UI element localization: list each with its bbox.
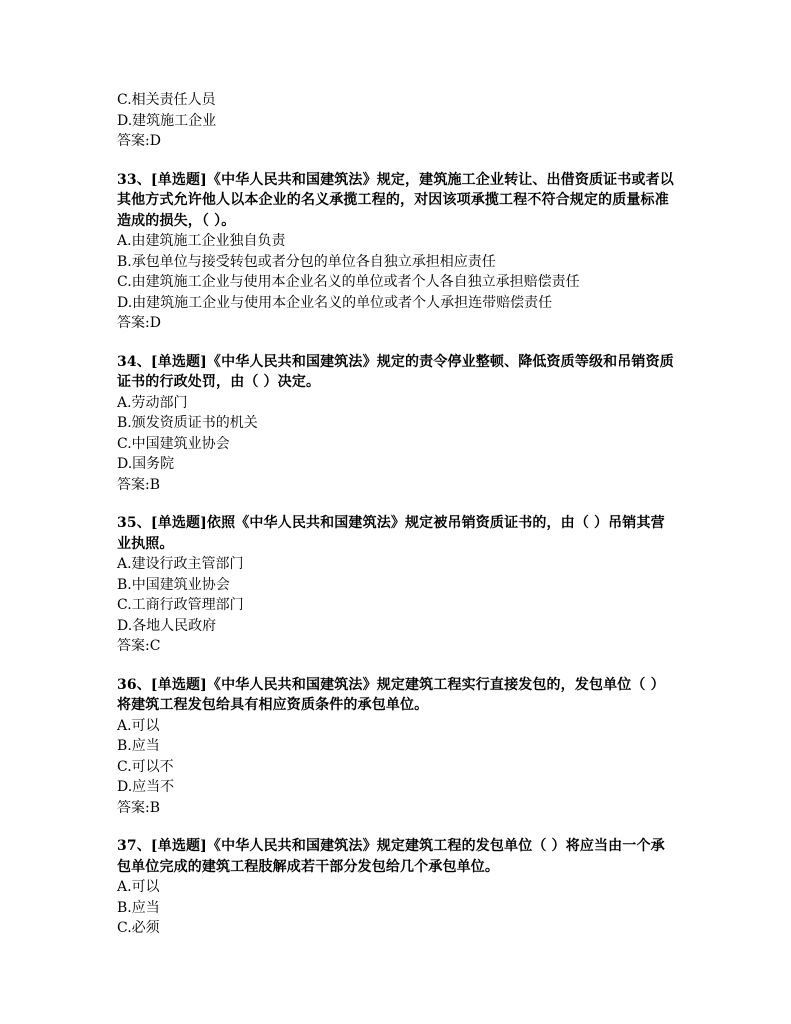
option-c: C.工商行政管理部门 <box>117 597 244 613</box>
option-a: A.可以 <box>117 717 160 734</box>
answer: 答案:D <box>117 133 161 149</box>
option-a: A.可以 <box>117 879 160 895</box>
option-d: D.国务院 <box>117 456 175 472</box>
option-c: C.必须 <box>117 920 160 936</box>
previous-question-tail <box>117 90 677 152</box>
option-b: B.承包单位与接受转包或者分包的单位各自独立承担相应责任 <box>117 253 496 270</box>
question-stem: 35、[单选题]依照《中华人民共和国建筑法》规定被吊销资质证书的，由（ ）吊销其营业执照。 <box>117 515 665 552</box>
question-37 <box>117 836 677 939</box>
question-33 <box>117 170 677 334</box>
question-stem: 34、[单选题]《中华人民共和国建筑法》规定的责令停业整顿、降低资质等级和吊销资质证书的行政处罚，由（ ）决定。 <box>117 353 674 390</box>
option-d: D.由建筑施工企业与使用本企业名义的单位或者个人承担连带赔偿责任 <box>117 294 553 311</box>
option-c: C.中国建筑业协会 <box>117 435 230 452</box>
answer: 答案:B <box>117 799 161 816</box>
option-a: A.由建筑施工企业独自负责 <box>117 233 286 249</box>
question-stem: 37、[单选题]《中华人民共和国建筑法》规定建筑工程的发包单位（ ）将应当由一个承包单位完成的建筑工程肢解成若干部分发包给几个承包单位。 <box>117 838 665 875</box>
option-d: D.建筑施工企业 <box>117 112 217 129</box>
option-b: B.应当 <box>117 738 160 754</box>
option-c: C.相关责任人员 <box>117 92 216 108</box>
answer: 答案:D <box>117 315 161 331</box>
option-c: C.由建筑施工企业与使用本企业名义的单位或者个人各自独立承担赔偿责任 <box>117 274 580 290</box>
option-c: C.可以不 <box>117 758 174 775</box>
question-stem: 36、[单选题]《中华人民共和国建筑法》规定建筑工程实行直接发包的，发包单位（ ）将建筑工程发包给具有相应资质条件的承包单位。 <box>117 676 665 713</box>
question-35 <box>117 513 677 657</box>
question-34 <box>117 352 677 496</box>
answer: 答案:B <box>117 476 161 493</box>
option-b: B.中国建筑业协会 <box>117 576 230 593</box>
answer: 答案:C <box>117 638 161 654</box>
question-36 <box>117 675 677 819</box>
option-a: A.劳动部门 <box>117 394 188 411</box>
question-stem: 33、[单选题]《中华人民共和国建筑法》规定，建筑施工企业转让、出借资质证书或者以其他方式允许他人以本企业的名义承揽工程的，对因该项承揽工程不符合规定的质量标准造成的损失，（ ）。 <box>117 171 674 229</box>
option-b: B.应当 <box>117 899 160 916</box>
option-a: A.建设行政主管部门 <box>117 556 244 572</box>
option-b: B.颁发资质证书的机关 <box>117 415 258 431</box>
document-page <box>117 90 677 957</box>
option-d: D.各地人民政府 <box>117 617 217 634</box>
option-d: D.应当不 <box>117 779 175 795</box>
